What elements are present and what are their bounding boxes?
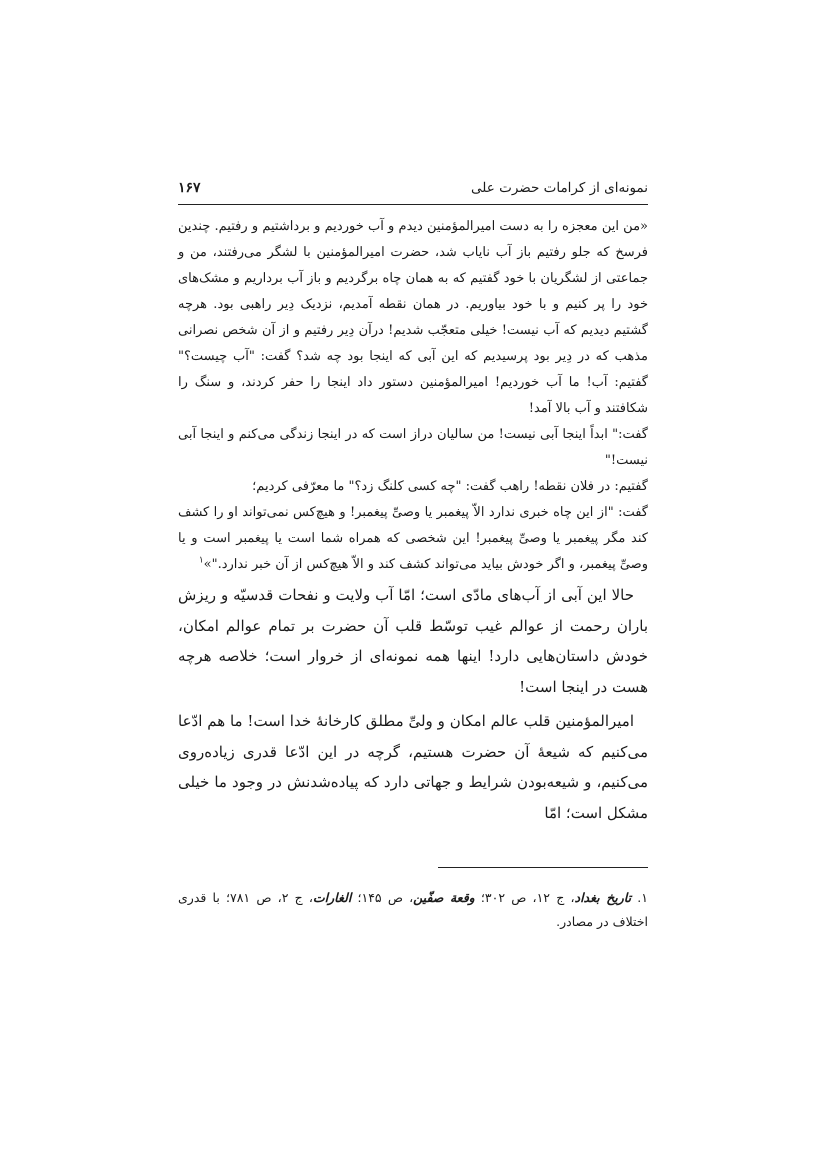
footnote-divider — [438, 867, 648, 868]
footnote-source-location: ، ج ۲، ص ۷۸۱؛ با قدری اختلاف در مصادر. — [178, 890, 648, 929]
quote-paragraph-text: گفت: "از این چاه خبری ندارد الاّ پیغمبر یا وصیِّ پیغمبر! و هیچ‌کس نمی‌تواند او را کشف کند مگر پیغمبر یا وصیِّ پیغمبر! این شخصی که همراه شما است یا پیغمبر است و یا وصیِّ پیغمبر، و اگر خودش بیاید می‌تواند کشف کند و الاّ هیچ‌کس از آن خبر ندارد."» — [178, 505, 648, 572]
running-header — [178, 178, 648, 202]
footnote — [178, 886, 648, 934]
quoted-narration — [178, 214, 648, 578]
body-paragraph: حالا این آبی از آب‌های مادّی است؛ امّا آب ولایت و نفحات قدسیّه و ریزش باران رحمت از عوالم غیب توسّط قلب آن حضرت بر تمام عوالم امکان، خودش داستان‌هایی دارد! اینها همه نمونه‌ای از خروار است؛ خلاصه هرچه هست در اینجا است! — [178, 586, 648, 696]
footnote-source-location: ، ج ۱۲، ص ۳۰۲؛ — [480, 890, 575, 905]
footnote-source-location: ، ص ۱۴۵؛ — [357, 890, 414, 905]
quote-paragraph: «من این معجزه را به دست امیرالمؤمنین دیدم و آب خوردیم و برداشتیم و رفتیم. چندین فرسخ که جلو رفتیم باز آب نایاب شد، حضرت امیرالمؤمنین با لشگر می‌رفتند، من و جماعتی از لشگریان با خود گفتیم که به همان چاه برگردیم و باز آب برداریم و مشک‌های خود را پر کنیم و با خود بیاوریم. در همان نقطه آمدیم، نزدیک دِیر راهبی بود. هرچه گشتیم دیدیم که آب نیست! خیلی متعجّب شدیم! درآن دِیر رفتیم و از آن شخص نصرانی مذهب که در دِیر بود پرسیدیم که این آبی که اینجا بود چه شد؟ گفت: "آب چیست؟" گفتیم: آب! ما آب خوردیم! امیرالمؤمنین دستور داد اینجا را حفر کردند، و سنگ را شکافتند و آب بالا آمد! — [178, 219, 648, 416]
body-paragraph: امیرالمؤمنین قلب عالم امکان و ولیِّ مطلق کارخانهٔ خدا است! ما هم ادّعا می‌کنیم که شیعهٔ آن حضرت هستیم، گرچه در این ادّعا قدری زیاده‌روی می‌کنیم، و شیعه‌بودن شرایط و جهاتی دارد که پیاده‌شدنش در وجود ما خیلی مشکل است؛ امّا — [178, 712, 648, 822]
header-title: نمونه‌ای از کرامات حضرت علی — [471, 180, 648, 196]
header-divider — [178, 204, 648, 205]
footnote-reference[interactable]: ۱ — [198, 555, 204, 566]
quote-paragraph: گفت:" ابداً اینجا آبی نیست! من سالیان دراز است که در اینجا زندگی می‌کنم و اینجا آبی نیست!" — [178, 427, 648, 468]
quote-paragraph: گفتیم: در فلان نقطه! راهب گفت: "چه کسی کلنگ زد؟" ما معرّفی کردیم؛ — [252, 479, 648, 494]
footnote-source-title: وقعة صفّین — [413, 890, 475, 905]
footnote-source-title: الغارات — [312, 890, 352, 905]
main-text — [178, 214, 648, 828]
page-number: ۱۶۷ — [178, 180, 201, 196]
footnote-number: ۱. — [637, 890, 648, 905]
footnote-source-title: تاریخ بغداد — [574, 890, 632, 905]
quote-paragraph — [178, 500, 648, 578]
